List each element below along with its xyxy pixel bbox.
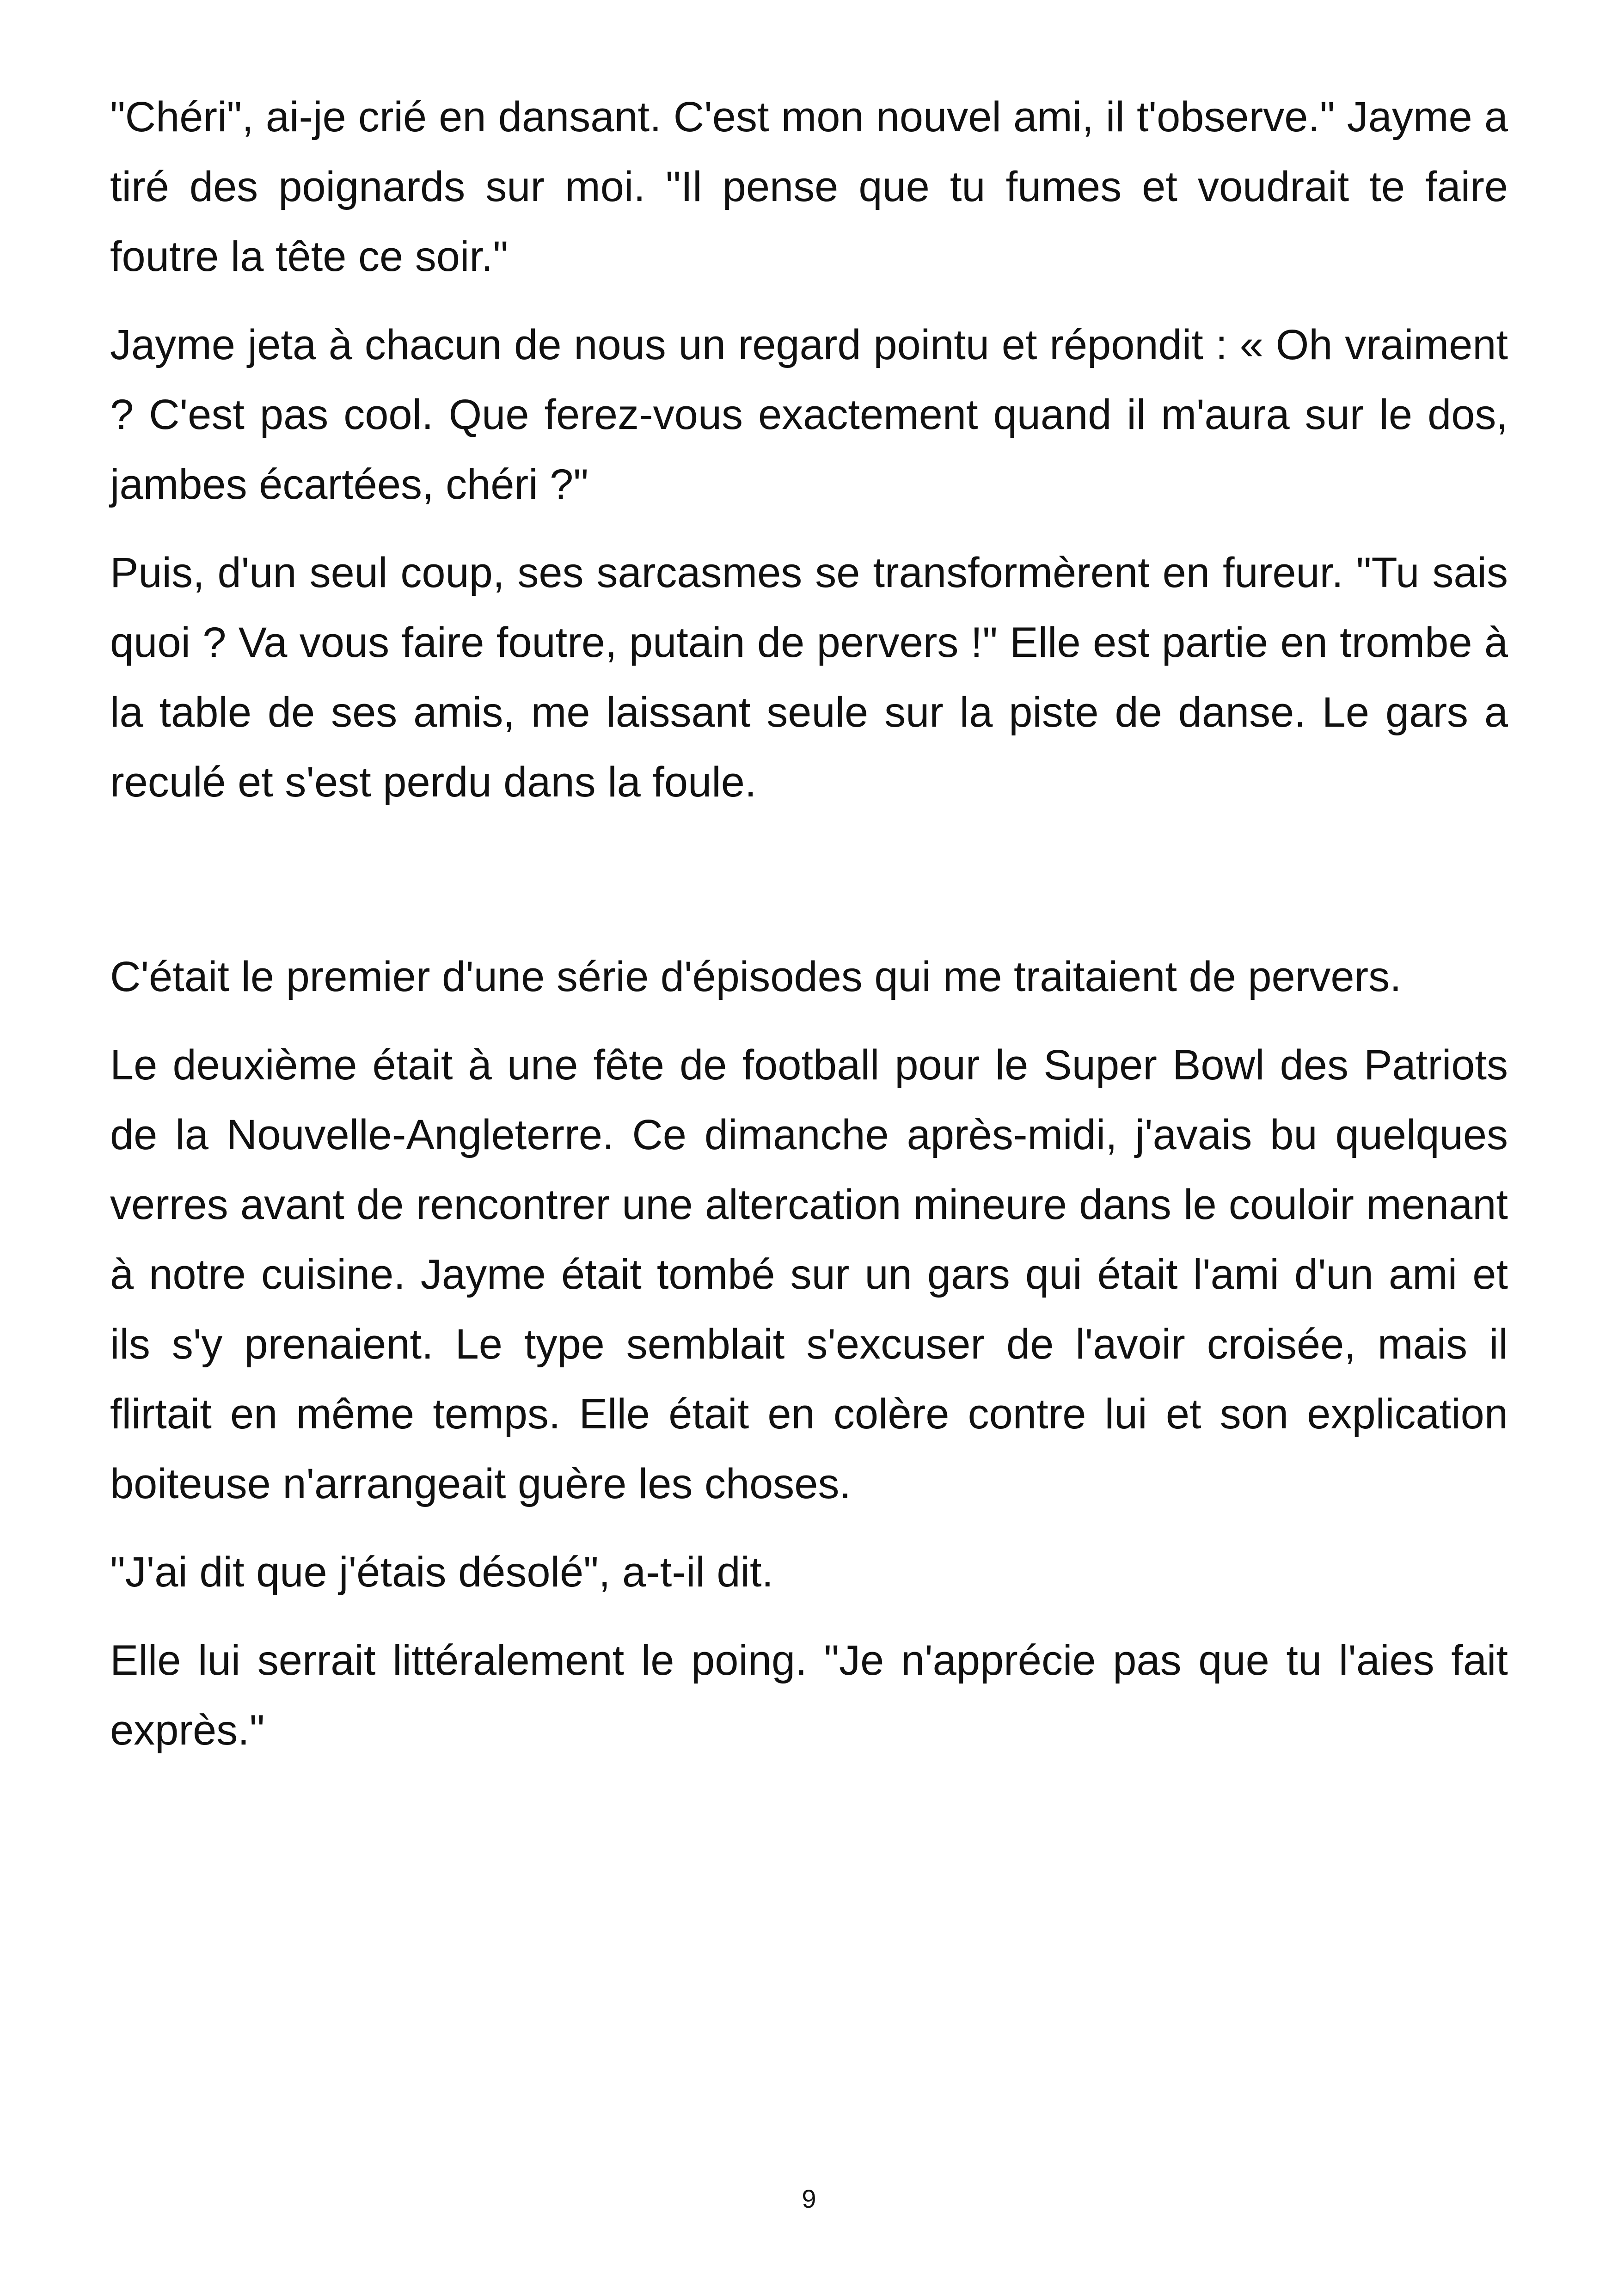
scene-break [110, 836, 1508, 942]
paragraph: Puis, d'un seul coup, ses sarcasmes se transformèrent en fureur. "Tu sais quoi ? Va vous faire foutre, putain de pervers !" Elle est partie en trombe à la table de ses amis, me laissant seule sur la piste de danse. Le gars a reculé et s'est perdu dans la foule. [110, 549, 1508, 806]
page-number: 9 [802, 2184, 816, 2213]
body-text [110, 82, 1508, 1784]
paragraph: C'était le premier d'une série d'épisodes qui me traitaient de pervers. [110, 953, 1402, 1000]
paragraph: "J'ai dit que j'étais désolé", a-t-il dit. [110, 1549, 774, 1596]
paragraph: Elle lui serrait littéralement le poing. "Je n'apprécie pas que tu l'aies fait exprès." [110, 1637, 1508, 1754]
paragraph: "Chéri", ai-je crié en dansant. C'est mon nouvel ami, il t'observe." Jayme a tiré des poignards sur moi. "Il pense que tu fumes et voudrait te faire foutre la tête ce soir." [110, 93, 1508, 280]
paragraph: Jayme jeta à chacun de nous un regard pointu et répondit : « Oh vraiment ? C'est pas cool. Que ferez-vous exactement quand il m'aura sur le dos, jambes écartées, chéri ?" [110, 321, 1508, 508]
paragraph: Le deuxième était à une fête de football pour le Super Bowl des Patriots de la Nouvelle-Angleterre. Ce dimanche après-midi, j'avais bu quelques verres avant de rencontrer une altercation mineure dans le couloir menant à notre cuisine. Jayme était tombé sur un gars qui était l'ami d'un ami et ils s'y prenaient. Le type semblait s'excuser de l'avoir croisée, mais il flirtait en même temps. Elle était en colère contre lui et son explication boiteuse n'arrangeait guère les choses. [110, 1041, 1508, 1507]
